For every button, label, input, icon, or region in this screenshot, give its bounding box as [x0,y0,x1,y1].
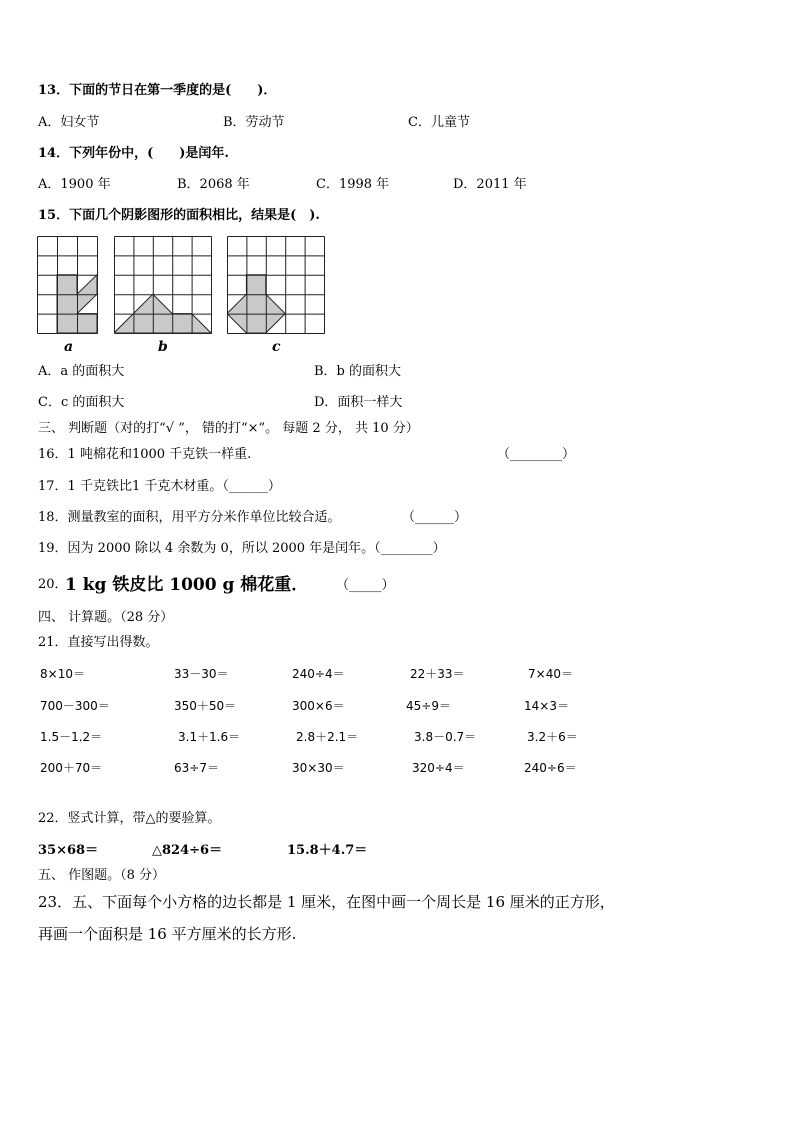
q18-answer-blank[interactable]: （______） [402,510,468,525]
figure-label-a: a [64,339,74,355]
calc-item: 63÷7＝ [174,761,219,775]
q14-option-c: C．1998 年 [316,177,390,192]
calc-item: 22＋33＝ [410,667,465,681]
calc-item: 1.5－1.2＝ [40,730,103,744]
calc-item: 200＋70＝ [40,761,103,775]
calc-item: 3.2＋6＝ [527,730,578,744]
calc-item: 45÷9＝ [406,699,451,713]
q13-stem: 13．下面的节日在第一季度的是( )． [38,83,277,98]
calc-item: 320÷4＝ [412,761,465,775]
q23-line2: 再画一个面积是 16 平方厘米的长方形. [38,925,297,943]
q15-option-d: D．面积一样大 [314,395,403,410]
calc-item: 30×30＝ [292,761,345,775]
q14-option-b: B．2068 年 [177,177,250,192]
q14-stem: 14．下列年份中，( )是闰年. [38,146,229,161]
calc-item: 300×6＝ [292,699,345,713]
calc-item: 3.1＋1.6＝ [178,730,241,744]
q13-option-a: A．妇女节 [38,115,100,130]
section5-title: 五、 作图题。（8 分） [38,868,166,883]
q21-stem: 21．直接写出得数。 [38,635,159,650]
calc-item: 7×40＝ [528,667,573,681]
calc-item: 700－300＝ [40,699,110,713]
q15-option-a: A．a 的面积大 [38,364,125,379]
q17-text: 17．1 千克铁比1 千克木材重。（______） [38,479,281,494]
q22-item: 15.8＋4.7＝ [287,843,368,858]
q14-option-d: D．2011 年 [453,177,527,192]
calc-item: 8×10＝ [40,667,85,681]
calc-item: 350＋50＝ [174,699,237,713]
q18-text: 18．测量教室的面积，用平方分米作单位比较合适。 [38,510,341,525]
grid-figure-c [227,236,325,334]
q20-text: 1 kg 铁皮比 1000 g 棉花重． [65,575,309,595]
q19-text: 19．因为 2000 除以 4 余数为 0，所以 2000 年是闰年。（________） [38,541,446,556]
figure-label-b: b [158,339,168,355]
q22-stem: 22．竖式计算，带△的要验算。 [38,811,221,826]
q23-line1: 23．五、下面每个小方格的边长都是 1 厘米，在图中画一个周长是 16 厘米的正方形， [38,893,615,911]
q22-item: 35×68＝ [38,843,99,858]
q20-number: 20． [38,577,68,592]
q14-option-a: A．1900 年 [38,177,111,192]
q15-option-c: C．c 的面积大 [38,395,125,410]
grid-figure-b [114,236,212,334]
q13-option-c: C．儿童节 [408,115,470,130]
q16-text: 16．1 吨棉花和1000 千克铁一样重. [38,447,252,462]
q15-option-b: B．b 的面积大 [314,364,402,379]
calc-item: 3.8－0.7＝ [414,730,477,744]
section3-title: 三、 判断题（对的打“√ ”， 错的打“×”。 每题 2 分， 共 10 分） [38,421,419,436]
q20-answer-blank[interactable]: （_____） [336,578,395,593]
section4-title: 四、 计算题。（28 分） [38,610,174,625]
calc-item: 2.8＋2.1＝ [296,730,359,744]
calc-item: 33－30＝ [174,667,229,681]
grid-figure-a [37,236,99,334]
q22-item: △824÷6＝ [152,843,223,858]
calc-item: 240÷6＝ [524,761,577,775]
figure-label-c: c [272,339,281,355]
q15-stem: 15．下面几个阴影图形的面积相比，结果是( ). [38,208,320,223]
q16-answer-blank[interactable]: （________） [497,447,576,462]
calc-item: 14×3＝ [524,699,569,713]
calc-item: 240÷4＝ [292,667,345,681]
q13-option-b: B．劳动节 [223,115,285,130]
